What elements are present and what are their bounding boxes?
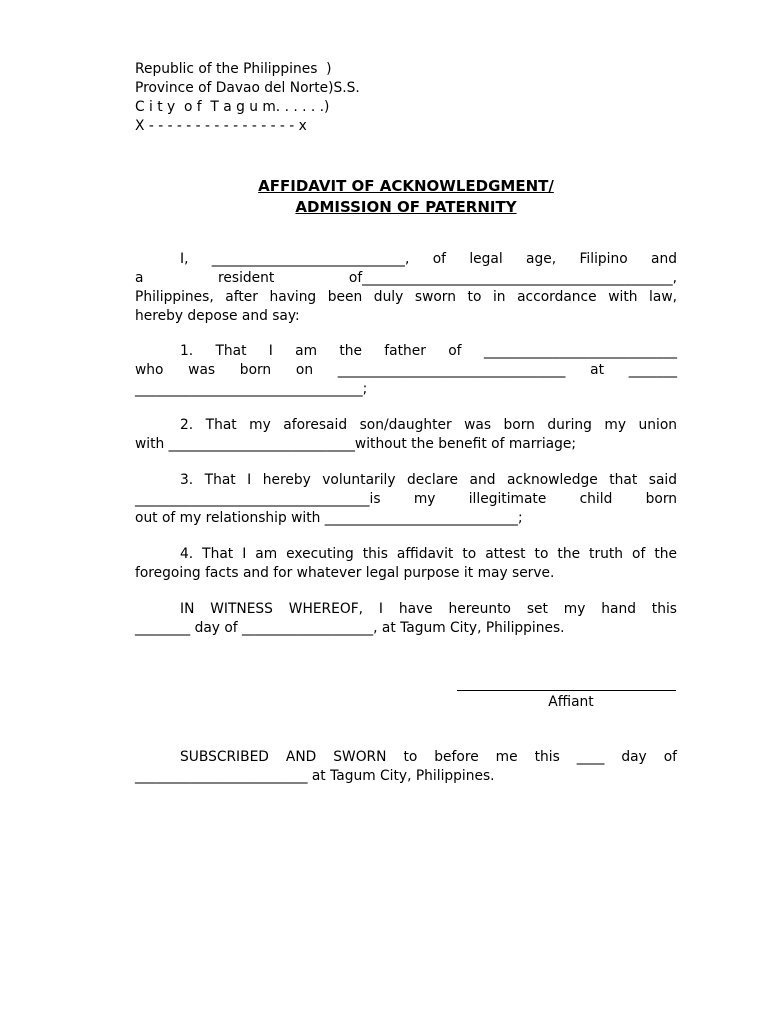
paragraph-3-line-2: __________________________________is my illegitimate child born <box>135 491 677 507</box>
document-title-line-1: AFFIDAVIT OF ACKNOWLEDGMENT/ <box>258 177 554 195</box>
paragraph-2-line-2: with ___________________________without the benefit of marriage; <box>135 436 577 452</box>
paragraph-1-line-1: 1. That I am the father of ____________________________ <box>180 343 677 359</box>
paragraph-1-line-2: who was born on _________________________________ at _______ <box>135 362 677 378</box>
paragraph-1 <box>135 342 677 399</box>
venue-line-province: Province of Davao del Norte)S.S. <box>135 80 360 96</box>
jurat-line-1: SUBSCRIBED AND SWORN to before me this ____ day of <box>180 749 677 765</box>
affiant-label: Affiant <box>548 694 594 710</box>
document-title-line-2: ADMISSION OF PATERNITY <box>295 198 517 216</box>
paragraph-4-line-1: 4. That I am executing this affidavit to attest to the truth of the <box>180 546 677 562</box>
witness-paragraph <box>135 600 677 638</box>
venue-line-republic: Republic of the Philippines ) <box>135 61 332 77</box>
intro-line-4: hereby depose and say: <box>135 308 300 324</box>
jurat-paragraph <box>135 748 677 786</box>
witness-line-1: IN WITNESS WHEREOF, I have hereunto set my hand this <box>180 601 677 617</box>
paragraph-2 <box>135 416 677 454</box>
paragraph-4 <box>135 545 677 583</box>
venue-line-city: C i t y o f T a g u m. . . . . .) <box>135 99 330 115</box>
paragraph-4-line-2: foregoing facts and for whatever legal purpose it may serve. <box>135 565 555 581</box>
paragraph-3-line-3: out of my relationship with ____________________________; <box>135 510 523 526</box>
paragraph-1-line-3: _________________________________; <box>135 381 368 397</box>
venue-block <box>135 60 360 136</box>
witness-line-2: ________ day of ___________________, at Tagum City, Philippines. <box>135 620 565 636</box>
intro-line-2: a resident of_____________________________________________, <box>135 270 677 286</box>
paragraph-3-line-1: 3. That I hereby voluntarily declare and acknowledge that said <box>180 472 677 488</box>
affiant-signature-line <box>457 690 676 691</box>
paragraph-3 <box>135 471 677 528</box>
intro-line-3: Philippines, after having been duly sworn to in accordance with law, <box>135 289 677 305</box>
intro-line-1: I, ____________________________, of legal age, Filipino and <box>180 251 677 267</box>
venue-line-separator: X - - - - - - - - - - - - - - - - x <box>135 118 307 134</box>
jurat-line-2: _________________________ at Tagum City, Philippines. <box>135 768 495 784</box>
paragraph-2-line-1: 2. That my aforesaid son/daughter was born during my union <box>180 417 677 433</box>
intro-paragraph <box>135 250 677 326</box>
